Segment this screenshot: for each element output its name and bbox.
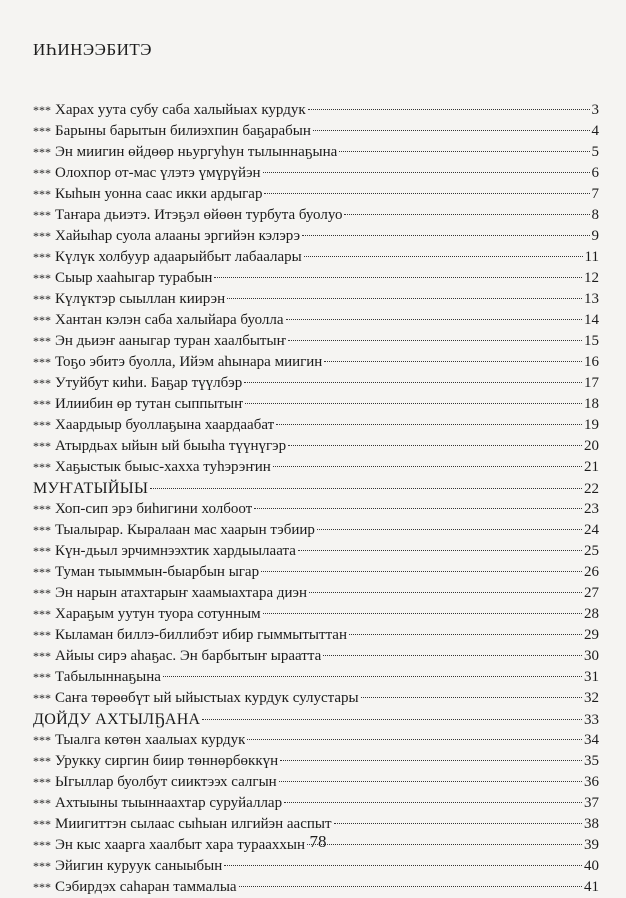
- toc-entry: [33, 331, 599, 352]
- toc-entry: [33, 646, 599, 667]
- asterisk-marker: ***: [33, 166, 51, 180]
- asterisk-marker: ***: [33, 733, 51, 747]
- asterisk-marker: ***: [33, 397, 51, 411]
- toc-page-number: 28: [584, 606, 599, 622]
- asterisk-marker: ***: [33, 124, 51, 138]
- poem-title: Урукку сиргин биир төннөрбөккүн: [55, 753, 279, 769]
- toc-page-number: 21: [584, 459, 599, 475]
- poem-title: Эн миигин өйдөөр ньургуһун тылыннаҕына: [55, 144, 338, 160]
- poem-title: Ыгыллар буолбут сииктээх салгын: [55, 774, 277, 790]
- poem-title: Тыалырар. Кыралаан мас хаарын тэбиир: [55, 522, 315, 538]
- toc-page-number: 38: [584, 816, 599, 832]
- toc-entry: [33, 142, 599, 163]
- toc-section-heading: [33, 709, 599, 730]
- toc-page-number: 27: [584, 585, 599, 601]
- dot-leader: [239, 886, 582, 887]
- poem-title: Ахтыыны тыыннаахтар суруйаллар: [55, 795, 283, 811]
- toc-entry: [33, 499, 599, 520]
- dot-leader: [339, 151, 589, 152]
- toc-entry: [33, 667, 599, 688]
- toc-page-number: 26: [584, 564, 599, 580]
- dot-leader: [280, 760, 582, 761]
- poem-title: Туман тыыммын-быарбын ыгар: [55, 564, 260, 580]
- toc-entry: [33, 457, 599, 478]
- asterisk-marker: ***: [33, 187, 51, 201]
- dot-leader: [224, 865, 582, 866]
- dot-leader: [247, 739, 582, 740]
- dot-leader: [163, 676, 582, 677]
- toc-entry: [33, 121, 599, 142]
- dot-leader: [261, 571, 582, 572]
- toc-page-number: 17: [584, 375, 599, 391]
- page-title: ИҺИНЭЭБИТЭ: [33, 40, 152, 59]
- toc-entry: [33, 604, 599, 625]
- asterisk-marker: ***: [33, 460, 51, 474]
- toc-page-number: 16: [584, 354, 599, 370]
- poem-title: Табылыннаҕына: [55, 669, 161, 685]
- dot-leader: [324, 361, 582, 362]
- asterisk-marker: ***: [33, 754, 51, 768]
- dot-leader: [245, 403, 582, 404]
- poem-title: Күлүк холбуур адаарыйбыт лабаалары: [55, 249, 302, 265]
- toc-page-number: 18: [584, 396, 599, 412]
- toc-page-number: 39: [584, 837, 599, 853]
- section-title: МУҤАТЫЙЫЫ: [33, 480, 149, 497]
- asterisk-marker: ***: [33, 817, 51, 831]
- dot-leader: [298, 550, 582, 551]
- toc-page-number: 25: [584, 543, 599, 559]
- toc-entry: [33, 394, 599, 415]
- toc-page-number: 36: [584, 774, 599, 790]
- toc-page-number: 9: [591, 228, 599, 244]
- toc-page-number: 11: [584, 249, 599, 265]
- poem-title: Хайыһар суола алааны эргийэн кэлэрэ: [55, 228, 301, 244]
- asterisk-marker: ***: [33, 292, 51, 306]
- toc-page-number: 13: [584, 291, 599, 307]
- toc-page-number: 4: [591, 123, 599, 139]
- toc-entry: [33, 877, 599, 898]
- toc-entry: [33, 625, 599, 646]
- poem-title: Эн дьиэҥ ааныгар туран хаалбытыҥ: [55, 333, 286, 349]
- poem-title: Хантан кэлэн саба халыйара буолла: [55, 312, 284, 328]
- dot-leader: [323, 655, 582, 656]
- poem-title: Айыы сирэ аһаҕас. Эн барбытыҥ ыраатта: [55, 648, 322, 664]
- asterisk-marker: ***: [33, 334, 51, 348]
- toc-page-number: 14: [584, 312, 599, 328]
- asterisk-marker: ***: [33, 565, 51, 579]
- asterisk-marker: ***: [33, 418, 51, 432]
- dot-leader: [288, 340, 582, 341]
- asterisk-marker: ***: [33, 250, 51, 264]
- asterisk-marker: ***: [33, 859, 51, 873]
- poem-title: Саҥа төрөөбүт ый ыйыстыах курдук сулустары: [55, 690, 359, 706]
- asterisk-marker: ***: [33, 313, 51, 327]
- dot-leader: [263, 172, 590, 173]
- toc-section-heading: [33, 478, 599, 499]
- asterisk-marker: ***: [33, 229, 51, 243]
- dot-leader: [276, 424, 582, 425]
- toc-entry: [33, 247, 599, 268]
- poem-title: Барыны барытын билиэхпин баҕарабын: [55, 123, 311, 139]
- toc-entry: [33, 688, 599, 709]
- toc-entry: [33, 562, 599, 583]
- poem-title: Кыһын уонна саас икки ардыгар: [55, 186, 263, 202]
- dot-leader: [309, 592, 582, 593]
- poem-title: Эн кыс хаарга хаалбыт хара турааххын: [55, 837, 306, 853]
- dot-leader: [273, 466, 582, 467]
- toc-entry: [33, 310, 599, 331]
- poem-title: Илиибин өр тутан сыппытыҥ: [55, 396, 244, 412]
- asterisk-marker: ***: [33, 271, 51, 285]
- toc-page-number: 7: [591, 186, 599, 202]
- dot-leader: [288, 445, 582, 446]
- poem-title: Сыыр хааһыгар турабын: [55, 270, 213, 286]
- toc-page-number: 8: [591, 207, 599, 223]
- toc-page-number: 23: [584, 501, 599, 517]
- toc-entry: [33, 730, 599, 751]
- toc-entry: [33, 583, 599, 604]
- asterisk-marker: ***: [33, 208, 51, 222]
- toc-entry: [33, 205, 599, 226]
- asterisk-marker: ***: [33, 103, 51, 117]
- asterisk-marker: ***: [33, 502, 51, 516]
- toc-page-number: 37: [584, 795, 599, 811]
- poem-title: Эйигин куруук саныыбын: [55, 858, 223, 874]
- asterisk-marker: ***: [33, 775, 51, 789]
- dot-leader: [313, 130, 590, 131]
- toc-entry: [33, 226, 599, 247]
- dot-leader: [244, 382, 582, 383]
- toc-entry: [33, 415, 599, 436]
- asterisk-marker: ***: [33, 355, 51, 369]
- poem-title: Олохпор от-мас үлэтэ үмүрүйэн: [55, 165, 261, 181]
- toc-page-number: 5: [591, 144, 599, 160]
- toc-entry: [33, 541, 599, 562]
- toc-page-number: 33: [584, 712, 599, 728]
- toc-entry: [33, 352, 599, 373]
- dot-leader: [254, 508, 582, 509]
- section-title: ДОЙДУ АХТЫЛҔАНА: [33, 711, 201, 728]
- asterisk-marker: ***: [33, 649, 51, 663]
- toc-entry: [33, 268, 599, 289]
- asterisk-marker: ***: [33, 670, 51, 684]
- toc-page-number: 12: [584, 270, 599, 286]
- dot-leader: [284, 802, 582, 803]
- poem-title: Күлүктэр сыыллан киирэн: [55, 291, 226, 307]
- toc-page-number: 29: [584, 627, 599, 643]
- dot-leader: [302, 235, 589, 236]
- toc-page-number: 15: [584, 333, 599, 349]
- table-of-contents: [33, 100, 599, 898]
- poem-title: Хараҕым уутун туора сотунным: [55, 606, 261, 622]
- dot-leader: [361, 697, 582, 698]
- toc-page-number: 34: [584, 732, 599, 748]
- dot-leader: [286, 319, 582, 320]
- poem-title: Сэбирдэх саһаран таммалыа: [55, 879, 237, 895]
- dot-leader: [334, 823, 582, 824]
- dot-leader: [150, 488, 582, 489]
- toc-page-number: 31: [584, 669, 599, 685]
- toc-entry: [33, 373, 599, 394]
- toc-page-number: 24: [584, 522, 599, 538]
- toc-page-number: 32: [584, 690, 599, 706]
- dot-leader: [308, 109, 590, 110]
- dot-leader: [304, 256, 583, 257]
- poem-title: Миигиттэн сылаас сыһыан илгийэн ааспыт: [55, 816, 332, 832]
- asterisk-marker: ***: [33, 544, 51, 558]
- dot-leader: [264, 193, 589, 194]
- toc-entry: [33, 184, 599, 205]
- asterisk-marker: ***: [33, 628, 51, 642]
- asterisk-marker: ***: [33, 796, 51, 810]
- asterisk-marker: ***: [33, 439, 51, 453]
- asterisk-marker: ***: [33, 691, 51, 705]
- poem-title: Күн-дьыл эрчимнээхтик хардыылаата: [55, 543, 296, 559]
- toc-page-number: 20: [584, 438, 599, 454]
- toc-entry: [33, 436, 599, 457]
- dot-leader: [317, 529, 582, 530]
- dot-leader: [214, 277, 582, 278]
- asterisk-marker: ***: [33, 145, 51, 159]
- toc-entry: [33, 100, 599, 121]
- dot-leader: [263, 613, 582, 614]
- poem-title: Тоҕо эбитэ буолла, Ийэм аһынара миигин: [55, 354, 323, 370]
- dot-leader: [307, 844, 582, 845]
- poem-title: Хаардыыр буоллаҕына хаардаабат: [55, 417, 275, 433]
- poem-title: Харах уута субу саба халыйыах курдук: [55, 102, 306, 118]
- asterisk-marker: ***: [33, 838, 51, 852]
- asterisk-marker: ***: [33, 607, 51, 621]
- asterisk-marker: ***: [33, 586, 51, 600]
- asterisk-marker: ***: [33, 376, 51, 390]
- asterisk-marker: ***: [33, 523, 51, 537]
- poem-title: Хоп-сип эрэ биһигини холбоот: [55, 501, 253, 517]
- asterisk-marker: ***: [33, 880, 51, 894]
- poem-title: Утуйбут киһи. Баҕар түүлбэр: [55, 375, 243, 391]
- toc-entry: [33, 520, 599, 541]
- toc-page-number: 22: [584, 481, 599, 497]
- toc-page-number: 40: [584, 858, 599, 874]
- poem-title: Атырдьах ыйын ый быыһа түүнүгэр: [55, 438, 287, 454]
- toc-entry: [33, 793, 599, 814]
- toc-entry: [33, 856, 599, 877]
- poem-title: Кыламан биллэ-биллибэт ибир гыммытыттан: [55, 627, 347, 643]
- poem-title: Таҥара дьиэтэ. Итэҕэл өйөөн турбута буолуо: [55, 207, 343, 223]
- page-number: 78: [309, 832, 327, 851]
- toc-page-number: 3: [591, 102, 599, 118]
- dot-leader: [344, 214, 589, 215]
- toc-page-number: 30: [584, 648, 599, 664]
- toc-page-number: 35: [584, 753, 599, 769]
- toc-page-number: 19: [584, 417, 599, 433]
- dot-leader: [202, 719, 582, 720]
- poem-title: Хаҕыстык быыс-хахха туһэрэҥин: [55, 459, 271, 475]
- toc-entry: [33, 772, 599, 793]
- toc-entry: [33, 163, 599, 184]
- dot-leader: [349, 634, 582, 635]
- dot-leader: [227, 298, 582, 299]
- toc-page-number: 41: [584, 879, 599, 895]
- toc-entry: [33, 751, 599, 772]
- poem-title: Эн нарын атахтарыҥ хаамыахтара диэн: [55, 585, 307, 601]
- toc-page-number: 6: [591, 165, 599, 181]
- dot-leader: [279, 781, 582, 782]
- poem-title: Тыалга көтөн хаалыах курдук: [55, 732, 246, 748]
- toc-entry: [33, 289, 599, 310]
